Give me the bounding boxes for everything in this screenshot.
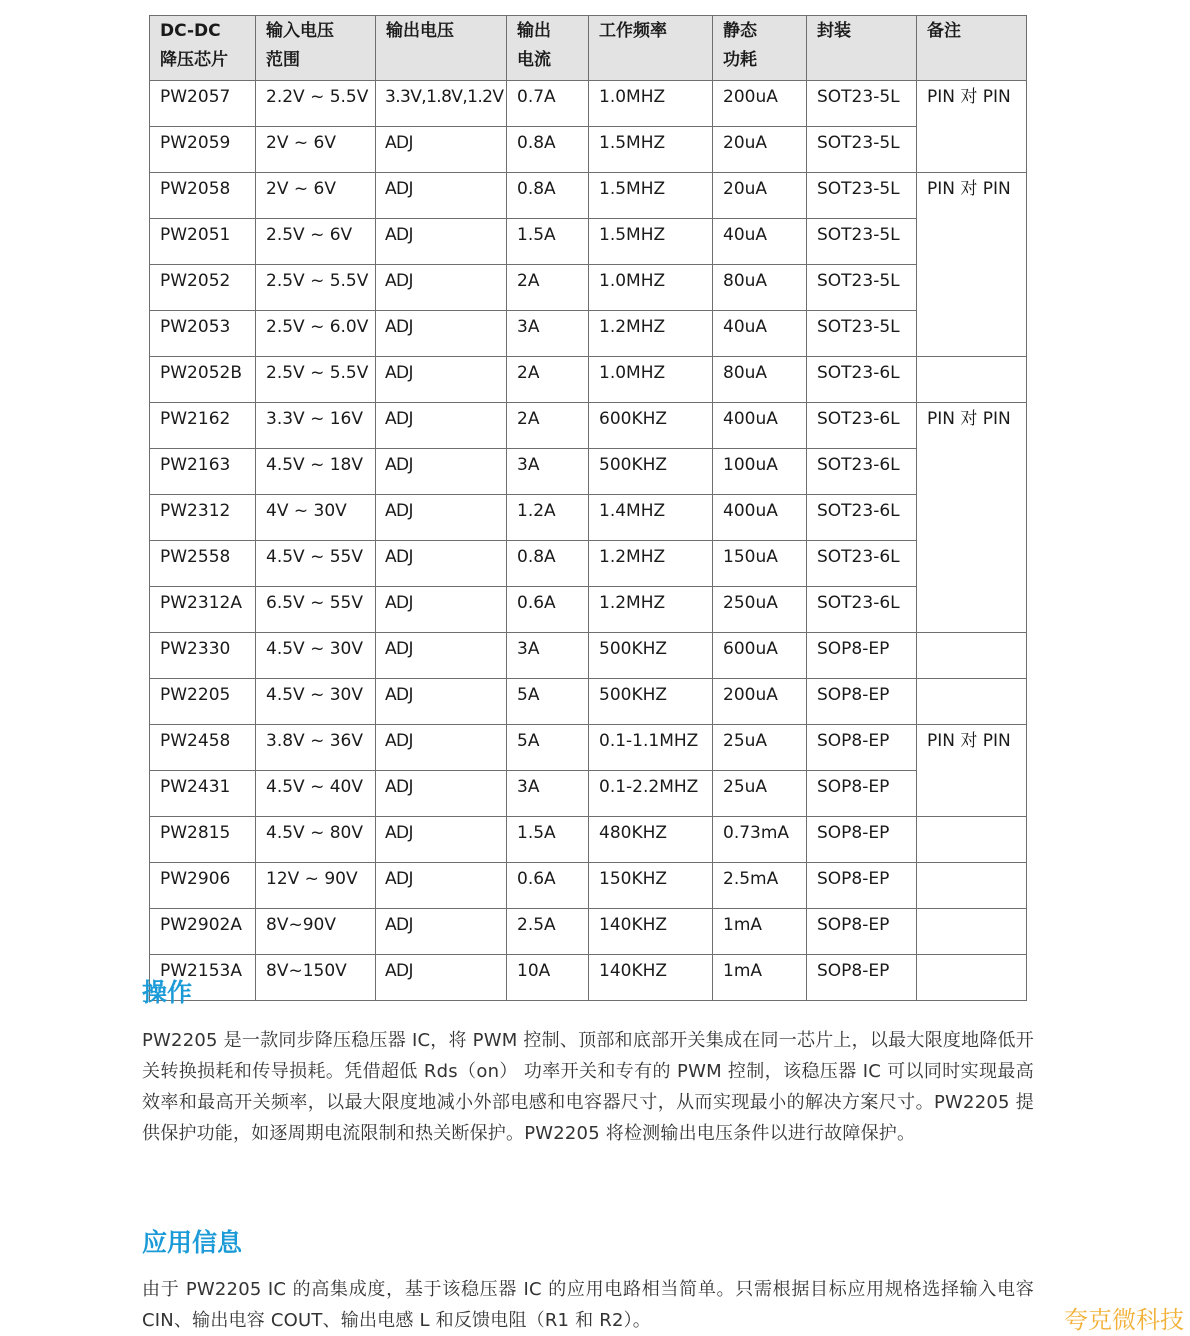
table-cell: ADJ	[376, 633, 507, 679]
table-cell: 1.0MHZ	[589, 81, 713, 127]
table-cell: SOT23-5L	[807, 265, 917, 311]
table-cell: 3.3V ~ 16V	[256, 403, 376, 449]
table-cell: ADJ	[376, 311, 507, 357]
notes-cell	[917, 955, 1027, 1001]
table-cell: 480KHZ	[589, 817, 713, 863]
table-cell: 2.5V ~ 6.0V	[256, 311, 376, 357]
table-row	[150, 679, 1027, 725]
table-cell: ADJ	[376, 173, 507, 219]
table-cell: SOP8-EP	[807, 955, 917, 1001]
table-cell: 3A	[507, 311, 589, 357]
table-cell: SOP8-EP	[807, 679, 917, 725]
table-cell: 400uA	[713, 495, 807, 541]
table-cell: 1.2A	[507, 495, 589, 541]
notes-cell	[917, 357, 1027, 403]
table-cell: PW2312	[150, 495, 256, 541]
table-cell: 25uA	[713, 725, 807, 771]
table-cell: SOP8-EP	[807, 863, 917, 909]
table-cell: PW2057	[150, 81, 256, 127]
table-cell: 10A	[507, 955, 589, 1001]
table-cell: 250uA	[713, 587, 807, 633]
table-cell: PW2162	[150, 403, 256, 449]
table-cell: 100uA	[713, 449, 807, 495]
table-cell: ADJ	[376, 127, 507, 173]
table-cell: 1.5MHZ	[589, 173, 713, 219]
table-cell: 2.5mA	[713, 863, 807, 909]
table-cell: 4.5V ~ 80V	[256, 817, 376, 863]
header-input-voltage: 输入电压 范围	[256, 16, 376, 81]
table-cell: 2V ~ 6V	[256, 127, 376, 173]
table-cell: SOT23-6L	[807, 495, 917, 541]
table-cell: ADJ	[376, 357, 507, 403]
table-body	[150, 81, 1027, 1001]
header-row	[150, 16, 1027, 81]
table-cell: ADJ	[376, 863, 507, 909]
table-cell: 40uA	[713, 219, 807, 265]
table-cell: 6.5V ~ 55V	[256, 587, 376, 633]
table-cell: ADJ	[376, 403, 507, 449]
table-header	[150, 16, 1027, 81]
notes-cell	[917, 817, 1027, 863]
table-cell: PW2312A	[150, 587, 256, 633]
table-cell: 12V ~ 90V	[256, 863, 376, 909]
table-cell: 2.5V ~ 5.5V	[256, 357, 376, 403]
table-cell: 3.3V,1.8V,1.2V	[376, 81, 507, 127]
table-cell: 0.73mA	[713, 817, 807, 863]
table-cell: 2A	[507, 265, 589, 311]
table-cell: 140KHZ	[589, 909, 713, 955]
table-cell: SOT23-6L	[807, 403, 917, 449]
table-cell: 0.1-2.2MHZ	[589, 771, 713, 817]
table-cell: PW2051	[150, 219, 256, 265]
table-cell: 500KHZ	[589, 679, 713, 725]
table-cell: ADJ	[376, 817, 507, 863]
table-cell: 5A	[507, 679, 589, 725]
table-cell: ADJ	[376, 587, 507, 633]
table-cell: 1.2MHZ	[589, 587, 713, 633]
table-cell: 40uA	[713, 311, 807, 357]
table-cell: SOT23-6L	[807, 449, 917, 495]
table-cell: 20uA	[713, 127, 807, 173]
table-cell: SOP8-EP	[807, 633, 917, 679]
table-cell: SOT23-5L	[807, 81, 917, 127]
table-cell: ADJ	[376, 909, 507, 955]
table-cell: 140KHZ	[589, 955, 713, 1001]
table-cell: PW2058	[150, 173, 256, 219]
header-frequency: 工作频率	[589, 16, 713, 81]
notes-cell	[917, 863, 1027, 909]
table-row	[150, 909, 1027, 955]
chip-spec-table	[149, 15, 1027, 1001]
table-cell: PW2906	[150, 863, 256, 909]
table-cell: 2.5V ~ 5.5V	[256, 265, 376, 311]
table-cell: 1.0MHZ	[589, 357, 713, 403]
section-title-application: 应用信息	[142, 1228, 243, 1257]
table-cell: ADJ	[376, 265, 507, 311]
table-cell: 2V ~ 6V	[256, 173, 376, 219]
header-quiescent-power: 静态 功耗	[713, 16, 807, 81]
header-chip: DC-DC 降压芯片	[150, 16, 256, 81]
table-row	[150, 817, 1027, 863]
notes-cell: PIN 对 PIN	[917, 403, 1027, 633]
table-row	[150, 127, 1027, 173]
table-cell: SOP8-EP	[807, 817, 917, 863]
table-cell: 25uA	[713, 771, 807, 817]
table-cell: 0.1-1.1MHZ	[589, 725, 713, 771]
table-cell: 200uA	[713, 81, 807, 127]
table-cell: PW2153A	[150, 955, 256, 1001]
table-row	[150, 81, 1027, 127]
table-row	[150, 725, 1027, 771]
table-row	[150, 219, 1027, 265]
table-row	[150, 449, 1027, 495]
table-row	[150, 541, 1027, 587]
table-cell: SOT23-5L	[807, 127, 917, 173]
header-output-current: 输出 电流	[507, 16, 589, 81]
table-cell: ADJ	[376, 955, 507, 1001]
table-cell: 3A	[507, 771, 589, 817]
table-row	[150, 265, 1027, 311]
table-cell: PW2431	[150, 771, 256, 817]
table-cell: 8V~90V	[256, 909, 376, 955]
table-cell: PW2815	[150, 817, 256, 863]
table-cell: SOP8-EP	[807, 771, 917, 817]
table-cell: SOP8-EP	[807, 909, 917, 955]
table-row	[150, 173, 1027, 219]
notes-cell: PIN 对 PIN	[917, 81, 1027, 173]
notes-cell	[917, 633, 1027, 679]
table-cell: 1.5A	[507, 817, 589, 863]
table-cell: 5A	[507, 725, 589, 771]
table-cell: PW2558	[150, 541, 256, 587]
table-cell: SOT23-5L	[807, 219, 917, 265]
table-cell: SOP8-EP	[807, 725, 917, 771]
table-cell: 3.8V ~ 36V	[256, 725, 376, 771]
watermark: 夸克微科技	[1064, 1306, 1184, 1334]
table-cell: 150uA	[713, 541, 807, 587]
table-cell: SOT23-5L	[807, 311, 917, 357]
table-cell: PW2059	[150, 127, 256, 173]
table-cell: 80uA	[713, 357, 807, 403]
table-cell: ADJ	[376, 495, 507, 541]
table-cell: 20uA	[713, 173, 807, 219]
notes-cell	[917, 679, 1027, 725]
table-cell: 4V ~ 30V	[256, 495, 376, 541]
section-title-operation: 操作	[142, 978, 193, 1007]
table-cell: 400uA	[713, 403, 807, 449]
table-cell: 1.4MHZ	[589, 495, 713, 541]
table-cell: 200uA	[713, 679, 807, 725]
section-body-operation: PW2205 是一款同步降压稳压器 IC，将 PWM 控制、顶部和底部开关集成在同一芯片上，以最大限度地降低开关转换损耗和传导损耗。凭借超低 Rds（on） 功率开关和专有的 PWM 控制，该稳压器 IC 可以同时实现最高效率和最高开关频率，以最大限度地减小外部电感和电容器尺寸，从而实现最小的解决方案尺寸。PW2205 提供保护功能，如逐周期电流限制和热关断保护。PW2205 将检测输出电压条件以进行故障保护。	[142, 1030, 1034, 1144]
table-cell: 150KHZ	[589, 863, 713, 909]
table-row	[150, 863, 1027, 909]
table-cell: 1.2MHZ	[589, 541, 713, 587]
table-cell: ADJ	[376, 219, 507, 265]
table-cell: 8V~150V	[256, 955, 376, 1001]
table-cell: 600uA	[713, 633, 807, 679]
table-row	[150, 771, 1027, 817]
table-cell: PW2052	[150, 265, 256, 311]
table-cell: ADJ	[376, 725, 507, 771]
table-cell: PW2902A	[150, 909, 256, 955]
table-cell: ADJ	[376, 679, 507, 725]
table-cell: 2.5A	[507, 909, 589, 955]
table-cell: ADJ	[376, 541, 507, 587]
table-cell: ADJ	[376, 771, 507, 817]
table-cell: PW2052B	[150, 357, 256, 403]
table-cell: 0.8A	[507, 541, 589, 587]
table-cell: 2A	[507, 403, 589, 449]
table-row	[150, 357, 1027, 403]
table-cell: PW2330	[150, 633, 256, 679]
table-cell: 1.5MHZ	[589, 219, 713, 265]
table-cell: 80uA	[713, 265, 807, 311]
table-cell: 1.5MHZ	[589, 127, 713, 173]
table-cell: 3A	[507, 633, 589, 679]
table-cell: 600KHZ	[589, 403, 713, 449]
table-cell: 1mA	[713, 909, 807, 955]
table-cell: PW2163	[150, 449, 256, 495]
table-row	[150, 403, 1027, 449]
header-notes: 备注	[917, 16, 1027, 81]
table-cell: SOT23-6L	[807, 357, 917, 403]
section-body-application: 由于 PW2205 IC 的高集成度，基于该稳压器 IC 的应用电路相当简单。只需根据目标应用规格选择输入电容 CIN、输出电容 COUT、输出电感 L 和反馈电阻（R1 和 R2）。	[142, 1279, 1034, 1331]
table-cell: ADJ	[376, 449, 507, 495]
table-cell: 0.7A	[507, 81, 589, 127]
table-cell: 4.5V ~ 30V	[256, 679, 376, 725]
table-cell: 4.5V ~ 30V	[256, 633, 376, 679]
header-output-voltage: 输出电压	[376, 16, 507, 81]
table-row	[150, 495, 1027, 541]
table-row	[150, 633, 1027, 679]
table-cell: 4.5V ~ 40V	[256, 771, 376, 817]
table-cell: 2.5V ~ 6V	[256, 219, 376, 265]
table-cell: SOT23-6L	[807, 541, 917, 587]
notes-cell	[917, 909, 1027, 955]
table-cell: 0.6A	[507, 587, 589, 633]
table-cell: 4.5V ~ 55V	[256, 541, 376, 587]
table-cell: 0.6A	[507, 863, 589, 909]
table-cell: 1.0MHZ	[589, 265, 713, 311]
table-cell: 4.5V ~ 18V	[256, 449, 376, 495]
table-cell: 500KHZ	[589, 633, 713, 679]
table-cell: PW2205	[150, 679, 256, 725]
table-cell: 3A	[507, 449, 589, 495]
table-cell: 0.8A	[507, 127, 589, 173]
table-cell: 1.2MHZ	[589, 311, 713, 357]
notes-cell: PIN 对 PIN	[917, 725, 1027, 817]
table-cell: 0.8A	[507, 173, 589, 219]
table-row	[150, 955, 1027, 1001]
table-row	[150, 587, 1027, 633]
table-cell: PW2053	[150, 311, 256, 357]
table-cell: SOT23-6L	[807, 587, 917, 633]
header-package: 封装	[807, 16, 917, 81]
table-cell: 2.2V ~ 5.5V	[256, 81, 376, 127]
table-row	[150, 311, 1027, 357]
table-cell: 1mA	[713, 955, 807, 1001]
table-cell: 1.5A	[507, 219, 589, 265]
table-cell: SOT23-5L	[807, 173, 917, 219]
table-cell: PW2458	[150, 725, 256, 771]
notes-cell: PIN 对 PIN	[917, 173, 1027, 357]
table-cell: 2A	[507, 357, 589, 403]
table-cell: 500KHZ	[589, 449, 713, 495]
